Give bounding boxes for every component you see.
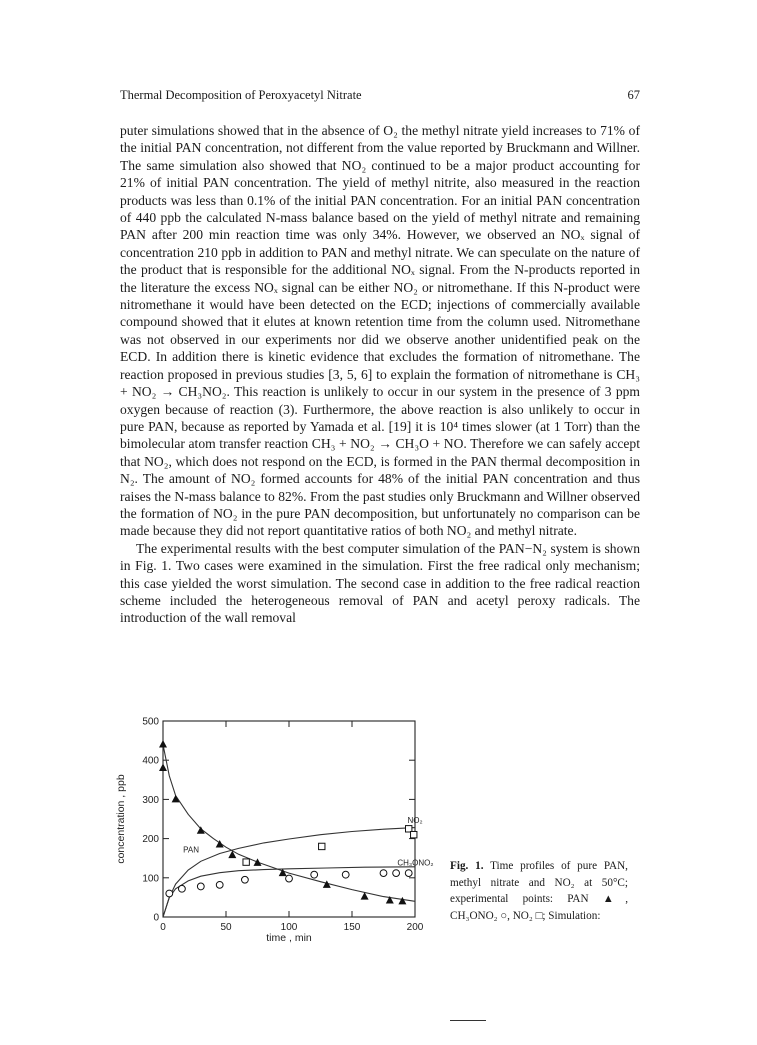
y-tick-label: 100 — [142, 873, 159, 885]
data-point-methyl-nitrate — [342, 871, 349, 878]
figure-caption — [450, 858, 628, 924]
data-point-pan — [197, 826, 205, 834]
series-label: PAN — [183, 845, 200, 855]
data-point-methyl-nitrate — [179, 885, 186, 892]
data-point-pan — [228, 851, 236, 859]
paragraph: puter simulations showed that in the absence of O₂ the methyl nitrate yield increases to 71% of the initial PAN concentration, not different from the value reported by Bruckmann and Willner. The same simulation also showed that NO₂ continued to be a major product accounting for 21% of initial PAN concentration. The yield of methyl nitrite, also measured in the reaction products was less than 0.1% of the initial PAN concentration. For an initial PAN concentration of 440 ppb the calculated N-mass balance based on the yield of methyl nitrate and remaining PAN after 200 min reaction time was only 34%. However, we observed an NOₓ signal of concentration 210 ppb in addition to PAN and methyl nitrate. We can speculate on the nature of the product that is responsible for the additional NOₓ signal. From the N-products reported in the literature the excess NOₓ signal can be either NO₂ or nitromethane. If this N-product were nitromethane it would have been detected on the ECD; injections of commercially available compound showed that it elutes at known retention time from the column used. Nitromethane was not observed in our experiments nor did we observe another unidentified peak on the ECD. In addition there is kinetic evidence that excludes the formation of nitromethane. The reaction proposed in previous studies [3, 5, 6] to explain the formation of nitromethane is CH₃ + NO₂ → CH₃NO₂. This reaction is unlikely to occur in our system in the presence of 3 ppm oxygen because of reaction (3). Furthermore, the above reaction is also unlikely to occur in pure PAN, because as reported by Yamada et al. [19] it is 10⁴ times slower (at 1 Torr) than the bimolecular atom transfer reaction CH₃ + NO₂ → CH₃O + NO. Therefore we can safely accept that NO₂, which does not respond on the ECD, is formed in the PAN thermal decomposition in N₂. The amount of NO₂ formed accounts for 48% of the initial PAN concentration and thus raises the N-mass balance to 82%. From the past studies only Bruckmann and Willner observed the formation of NO₂ in the pure PAN decomposition, but unfortunately no comparison can be made because they did not report quantitative ratios of both NO₂ and methyl nitrate. — [120, 123, 640, 539]
data-point-methyl-nitrate — [197, 883, 204, 890]
y-axis-label: concentration , ppb — [115, 774, 127, 864]
running-header — [120, 88, 640, 108]
y-tick-label: 0 — [153, 912, 159, 924]
data-point-no2 — [411, 831, 417, 837]
body-text — [120, 122, 640, 627]
x-axis-label: time , min — [266, 932, 312, 944]
series-label: CH₃ONO₂ — [397, 858, 434, 868]
data-point-methyl-nitrate — [216, 881, 223, 888]
data-point-methyl-nitrate — [311, 871, 318, 878]
time-profile-chart — [110, 712, 440, 1042]
x-tick-label: 150 — [343, 922, 361, 933]
data-point-pan — [398, 897, 406, 905]
paragraph: The experimental results with the best computer simulation of the PAN−N₂ system is shown in Fig. 1. Two cases were examined in the simulation. First the free radical only mechanism; this case yielded the worst simulation. The second case in addition to the free radical reaction scheme included the heterogeneous removal of PAN and acetyl peroxy radicals. The introduction of the wall removal — [120, 540, 640, 626]
caption-text: Time profiles of pure PAN, methyl nitrate and NO₂ at 50°C; experimental points: PAN ▲, CH₃ONO₂ ○, NO₂ □; Simulation: — [450, 860, 628, 922]
y-tick-label: 500 — [142, 716, 159, 728]
x-tick-label: 200 — [406, 922, 424, 933]
data-point-no2 — [243, 859, 249, 865]
x-tick-label: 50 — [220, 922, 232, 933]
caption-rule — [450, 1020, 486, 1021]
data-point-methyl-nitrate — [393, 870, 400, 877]
data-point-pan — [254, 858, 262, 866]
data-point-methyl-nitrate — [166, 890, 173, 897]
series-curve — [163, 828, 415, 917]
y-tick-label: 300 — [142, 794, 159, 806]
data-point-pan — [159, 764, 167, 772]
x-tick-label: 100 — [280, 922, 298, 933]
y-tick-label: 400 — [142, 755, 159, 767]
data-point-methyl-nitrate — [286, 875, 293, 882]
page-number: 67 — [627, 88, 640, 102]
series-curve — [163, 867, 415, 917]
data-point-pan — [172, 795, 180, 803]
data-point-methyl-nitrate — [405, 870, 412, 877]
series-label: NO₂ — [407, 815, 423, 825]
data-point-methyl-nitrate — [242, 876, 249, 883]
figure-1 — [110, 712, 440, 1042]
data-point-no2 — [319, 843, 325, 849]
caption-label: Fig. 1. — [450, 860, 484, 872]
data-point-methyl-nitrate — [380, 870, 387, 877]
x-tick-label: 0 — [160, 922, 166, 933]
y-tick-label: 200 — [142, 834, 159, 846]
data-point-pan — [159, 740, 167, 748]
running-title: Thermal Decomposition of Peroxyacetyl Nitrate — [120, 88, 362, 102]
